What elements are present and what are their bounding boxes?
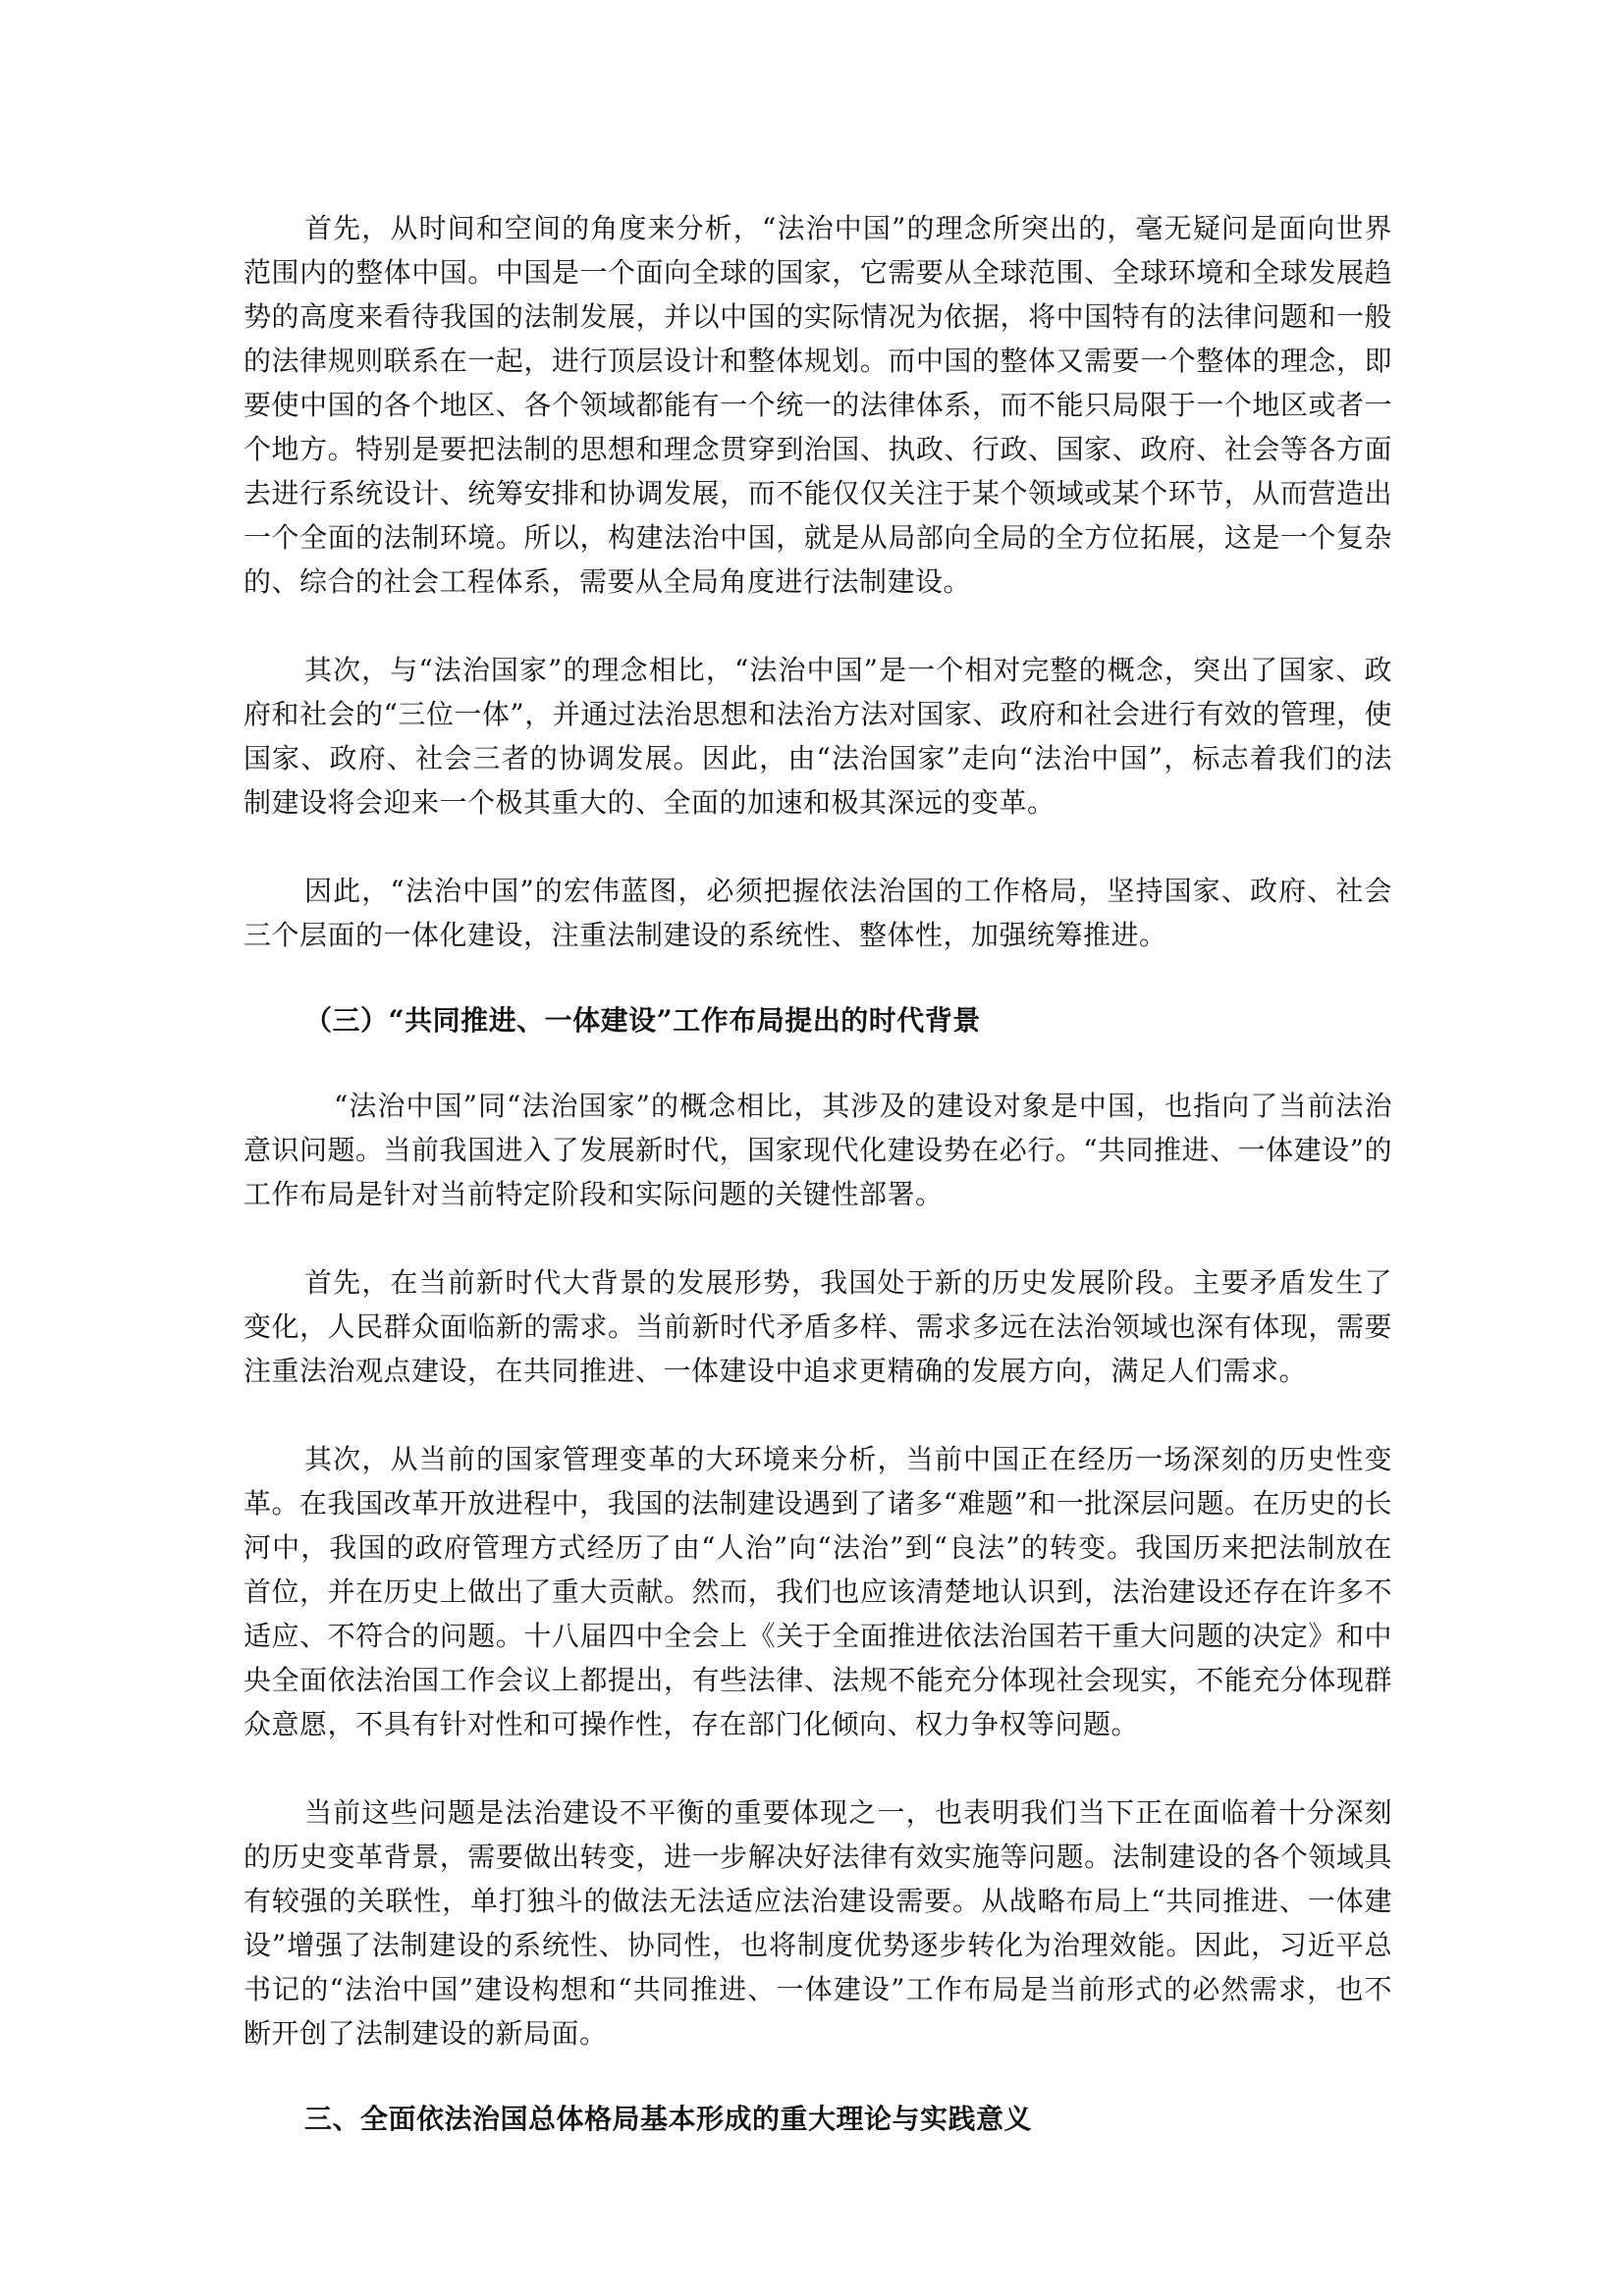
paragraph-6: 其次，从当前的国家管理变革的大环境来分析，当前中国正在经历一场深刻的历史性变革。在我国改革开放进程中，我国的法制建设遇到了诸多“难题”和一批深层问题。在历史的长河中，我国的政府管理方式经历了由“人治”向“法治”到“良法”的转变。我国历来把法制放在首位，并在历史上做出了重大贡献。然而，我们也应该清楚地认识到，法治建设还存在许多不适应、不符合的问题。十八届四中全会上《关于全面推进依法治国若干重大问题的决定》和中央全面依法治国工作会议上都提出，有些法律、法规不能充分体现社会现实，不能充分体现群众意愿，不具有针对性和可操作性，存在部门化倾向、权力争权等问题。 bbox=[244, 1443, 1392, 1740]
chapter-heading-3: 三、全面依法治国总体格局基本形成的重大理论与实践意义 bbox=[304, 2103, 1033, 2135]
paragraph-3: 因此，“法治中国”的宏伟蓝图，必须把握依法治国的工作格局，坚持国家、政府、社会三个层面的一体化建设，注重法制建设的系统性、整体性，加强统筹推进。 bbox=[244, 875, 1392, 951]
paragraph-4: “法治中国”同“法治国家”的概念相比，其涉及的建设对象是中国，也指向了当前法治意识问题。当前我国进入了发展新时代，国家现代化建设势在必行。“共同推进、一体建设”的工作布局是针对当前特定阶段和实际问题的关键性部署。 bbox=[244, 1090, 1392, 1210]
section-heading-3: （三）“共同推进、一体建设”工作布局提出的时代背景 bbox=[304, 1004, 981, 1037]
paragraph-7: 当前这些问题是法治建设不平衡的重要体现之一，也表明我们当下正在面临着十分深刻的历史变革背景，需要做出转变，进一步解决好法律有效实施等问题。法制建设的各个领域具有较强的关联性，单打独斗的做法无法适应法治建设需要。从战略布局上“共同推进、一体建设”增强了法制建设的系统性、协同性，也将制度优势逐步转化为治理效能。因此，习近平总书记的“法治中国”建设构想和“共同推进、一体建设”工作布局是当前形式的必然需求，也不断开创了法制建设的新局面。 bbox=[244, 1796, 1392, 2050]
paragraph-1: 首先，从时间和空间的角度来分析，“法治中国”的理念所突出的，毫无疑问是面向世界范围内的整体中国。中国是一个面向全球的国家，它需要从全球范围、全球环境和全球发展趋势的高度来看待我国的法制发展，并以中国的实际情况为依据，将中国特有的法律问题和一般的法律规则联系在一起，进行顶层设计和整体规划。而中国的整体又需要一个整体的理念，即要使中国的各个地区、各个领域都能有一个统一的法律体系，而不能只局限于一个地区或者一个地方。特别是要把法制的思想和理念贯穿到治国、执政、行政、国家、政府、社会等各方面去进行系统设计、统筹安排和协调发展，而不能仅仅关注于某个领域或某个环节，从而营造出一个全面的法制环境。所以，构建法治中国，就是从局部向全局的全方位拓展，这是一个复杂的、综合的社会工程体系，需要从全局角度进行法制建设。 bbox=[244, 212, 1392, 598]
paragraph-2: 其次，与“法治国家”的理念相比，“法治中国”是一个相对完整的概念，突出了国家、政府和社会的“三位一体”，并通过法治思想和法治方法对国家、政府和社会进行有效的管理，使国家、政府、社会三者的协调发展。因此，由“法治国家”走向“法治中国”，标志着我们的法制建设将会迎来一个极其重大的、全面的加速和极其深远的变革。 bbox=[244, 654, 1392, 819]
document-page bbox=[244, 206, 1392, 2182]
paragraph-5: 首先，在当前新时代大背景的发展形势，我国处于新的历史发展阶段。主要矛盾发生了变化，人民群众面临新的需求。当前新时代矛盾多样、需求多远在法治领域也深有体现，需要注重法治观点建设，在共同推进、一体建设中追求更精确的发展方向，满足人们需求。 bbox=[244, 1266, 1392, 1387]
